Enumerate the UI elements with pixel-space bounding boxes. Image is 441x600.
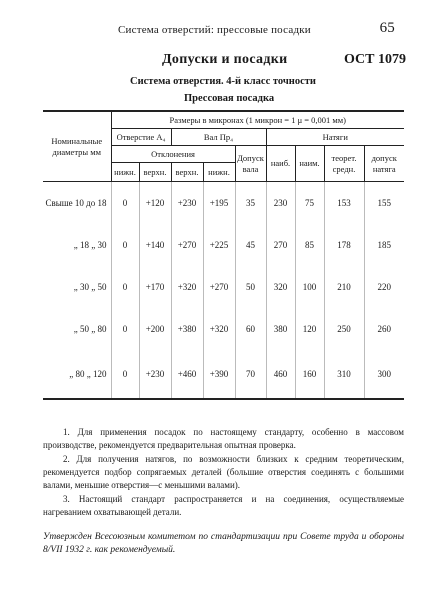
note-3: 3. Настоящий стандарт распространяется и на соединения, осуществляемые нагреванием охватывающей детали. — [43, 494, 404, 518]
value-cell: 100 — [295, 266, 324, 308]
approval-statement: Утвержден Всесоюзным комитетом по стандартизации при Совете труда и обороны 8/VII 1932 г. как рекомендуемый. — [43, 532, 404, 555]
value-cell: +460 — [171, 350, 203, 399]
value-cell: +120 — [139, 182, 171, 225]
table-row — [43, 224, 404, 266]
notes-section — [43, 426, 404, 520]
value-cell: +320 — [171, 266, 203, 308]
value-cell: 70 — [235, 350, 266, 399]
standard-number: ОСТ 1079 — [344, 52, 407, 67]
shaft-caption: Вал Пр₄ — [171, 129, 266, 146]
value-cell: +270 — [203, 266, 235, 308]
value-cell: 0 — [111, 266, 139, 308]
hole-upper-header: верхн. — [139, 163, 171, 182]
interference-caption: Натяги — [266, 129, 404, 146]
deviations-caption: Отклонения — [111, 146, 235, 163]
interference-mean-header: теорет. средн. — [324, 146, 364, 182]
shaft-lower-header: нижн. — [203, 163, 235, 182]
value-cell: 380 — [266, 308, 295, 350]
tolerance-header: Допуск вала — [235, 146, 266, 182]
value-cell: +195 — [203, 182, 235, 225]
col-nominal-header: Номинальные диаметры мм — [43, 111, 111, 182]
interference-min-header: наим. — [295, 146, 324, 182]
value-cell: 120 — [295, 308, 324, 350]
document-title: Допуски и посадки — [162, 52, 288, 67]
value-cell: 250 — [324, 308, 364, 350]
range-cell: „ 18 „ 30 — [43, 224, 111, 266]
value-cell: 230 — [266, 182, 295, 225]
range-cell: Свыше 10 до 18 — [43, 182, 111, 225]
value-cell: +320 — [203, 308, 235, 350]
value-cell: +140 — [139, 224, 171, 266]
page-number: 65 — [379, 20, 395, 36]
value-cell: 153 — [324, 182, 364, 225]
value-cell: 0 — [111, 182, 139, 225]
value-cell: 155 — [364, 182, 404, 225]
value-cell: 160 — [295, 350, 324, 399]
value-cell: +230 — [139, 350, 171, 399]
hole-lower-header: нижн. — [111, 163, 139, 182]
value-cell: 260 — [364, 308, 404, 350]
value-cell: 75 — [295, 182, 324, 225]
value-cell: 0 — [111, 224, 139, 266]
value-cell: 0 — [111, 308, 139, 350]
value-cell: 178 — [324, 224, 364, 266]
value-cell: 35 — [235, 182, 266, 225]
value-cell: 460 — [266, 350, 295, 399]
note-1: 1. Для применения посадок по настоящему стандарту, особенно в массовом производстве, рекомендуется предварительная опытная проверка. — [43, 427, 404, 451]
value-cell: +270 — [171, 224, 203, 266]
interference-tolerance-header: допуск натяга — [364, 146, 404, 182]
value-cell: 50 — [235, 266, 266, 308]
value-cell: +170 — [139, 266, 171, 308]
tolerance-table-wrap — [43, 110, 404, 400]
value-cell: 220 — [364, 266, 404, 308]
value-cell: +200 — [139, 308, 171, 350]
value-cell: 85 — [295, 224, 324, 266]
value-cell: 185 — [364, 224, 404, 266]
value-cell: 60 — [235, 308, 266, 350]
hole-caption: Отверстие A₄ — [111, 129, 171, 146]
value-cell: +380 — [171, 308, 203, 350]
range-cell: „ 50 „ 80 — [43, 308, 111, 350]
value-cell: 270 — [266, 224, 295, 266]
running-header — [118, 20, 395, 36]
value-cell: +225 — [203, 224, 235, 266]
table-row — [43, 266, 404, 308]
note-2: 2. Для получения натягов, по возможности близких к средним теоретическим, рекомендуется подбор сопрягаемых деталей (большие отверстия соединять с большими валами, меньшие отверстия—с меньшими валами). — [43, 454, 404, 491]
interference-max-header: наиб. — [266, 146, 295, 182]
table-row — [43, 182, 404, 225]
value-cell: 0 — [111, 350, 139, 399]
table-row — [43, 308, 404, 350]
value-cell: +390 — [203, 350, 235, 399]
value-cell: +230 — [171, 182, 203, 225]
range-cell: „ 30 „ 50 — [43, 266, 111, 308]
sizes-caption: Размеры в микронах (1 микрон = 1 μ = 0,001 мм) — [111, 111, 404, 129]
document-subtitle: Система отверстия. 4-й класс точности — [130, 76, 316, 87]
value-cell: 310 — [324, 350, 364, 399]
value-cell: 300 — [364, 350, 404, 399]
value-cell: 45 — [235, 224, 266, 266]
fit-type: Прессовая посадка — [184, 93, 275, 104]
shaft-upper-header: верхн. — [171, 163, 203, 182]
range-cell: „ 80 „ 120 — [43, 350, 111, 399]
value-cell: 210 — [324, 266, 364, 308]
tolerance-table — [43, 110, 404, 400]
value-cell: 320 — [266, 266, 295, 308]
table-row — [43, 350, 404, 399]
running-title: Система отверстий: прессовые посадки — [118, 24, 311, 36]
title-row — [0, 52, 441, 72]
